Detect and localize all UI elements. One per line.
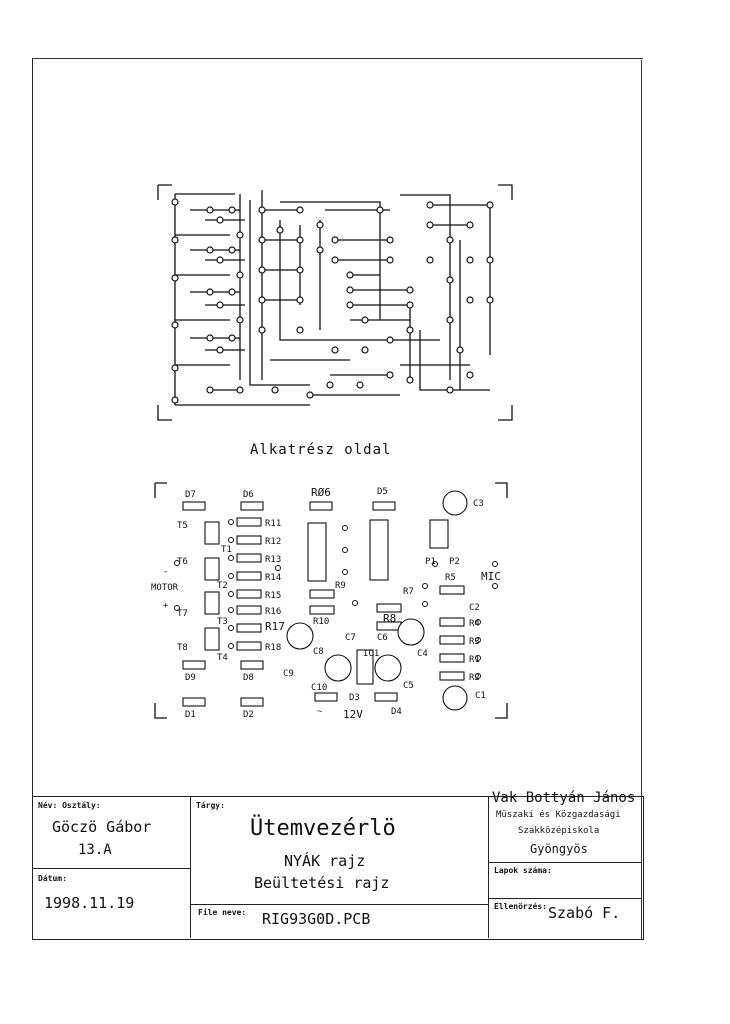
label-tilde: ~ <box>317 707 323 717</box>
label-d1: D1 <box>185 710 196 720</box>
label-t6: T6 <box>177 557 188 567</box>
drawing-date: 1998.11.19 <box>44 894 135 912</box>
drawing-subject: Ütemvezérlö <box>250 816 396 841</box>
label-mic: MIC <box>481 570 501 583</box>
label-plus: + <box>163 601 169 611</box>
label-c6: C6 <box>377 633 388 643</box>
title-block-divider-2 <box>488 796 489 938</box>
label-t3: T3 <box>217 617 228 627</box>
label-c2: C2 <box>469 603 480 613</box>
label-t1: T1 <box>221 545 232 555</box>
pcb-copper-drawing <box>150 180 520 425</box>
label-ic1: IC1 <box>363 649 380 659</box>
label-c5: C5 <box>403 681 414 691</box>
label-c3: C3 <box>473 499 484 509</box>
checker-label: Ellenörzés: <box>494 902 547 911</box>
label-r17: R17 <box>265 620 285 633</box>
label-r14: R14 <box>265 573 282 583</box>
label-d9: D9 <box>185 673 196 683</box>
label-c9: C9 <box>283 669 294 679</box>
title-block-divider-3 <box>32 868 190 869</box>
author-class: 13.A <box>78 842 112 858</box>
title-block-divider-6 <box>488 898 642 899</box>
title-block-divider-5 <box>488 862 642 863</box>
title-block-divider-4 <box>190 904 488 905</box>
label-t7: T7 <box>177 609 188 619</box>
label-p2: P2 <box>449 557 460 567</box>
label-c10: C10 <box>311 683 328 693</box>
checker-name: Szabó F. <box>548 904 621 922</box>
label-r13: R13 <box>265 555 282 565</box>
sheet-count-label: Lapok száma: <box>494 866 552 875</box>
label-d5: D5 <box>377 487 388 497</box>
label-d7: D7 <box>185 490 196 500</box>
label-minus: - <box>163 567 169 577</box>
label-r18: R18 <box>265 643 282 653</box>
label-c7: C7 <box>345 633 356 643</box>
label-d4: D4 <box>391 707 402 717</box>
label-r2: R2 <box>469 673 480 683</box>
label-r15: R15 <box>265 591 282 601</box>
top-drawing-caption: Alkatrész oldal <box>250 442 392 458</box>
label-r10: R10 <box>313 617 330 627</box>
label-r16: R16 <box>265 607 282 617</box>
subject-label: Tárgy: <box>196 801 225 810</box>
label-d8: D8 <box>243 673 254 683</box>
label-r06: RØ6 <box>311 486 331 499</box>
label-r12: R12 <box>265 537 282 547</box>
label-r9: R9 <box>335 581 346 591</box>
label-d6: D6 <box>243 490 254 500</box>
date-label: Dátum: <box>38 874 67 883</box>
drawing-desc-2: Beültetési rajz <box>254 874 390 892</box>
file-name: RIG93G0D.PCB <box>262 910 371 928</box>
school-name-2: Müszaki és Közgazdasági <box>496 810 621 820</box>
label-r11: R11 <box>265 519 282 529</box>
title-block-divider-1 <box>190 796 191 938</box>
label-c1: C1 <box>475 691 486 701</box>
file-label: File neve: <box>198 908 247 917</box>
drawing-desc-1: NYÁK rajz <box>284 852 366 870</box>
label-r1: R1 <box>469 655 480 665</box>
label-r5: R5 <box>445 573 456 583</box>
label-t8: T8 <box>177 643 188 653</box>
label-c4: C4 <box>417 649 428 659</box>
label-r4: R4 <box>469 619 480 629</box>
label-c8: C8 <box>313 647 324 657</box>
label-motor: MOTOR <box>151 583 179 593</box>
school-name-1: Vak Bottyán János <box>492 790 636 806</box>
author-name: Göczö Gábor <box>52 818 152 836</box>
label-r8: R8 <box>383 612 397 625</box>
label-t4: T4 <box>217 653 228 663</box>
label-p1: P1 <box>425 557 436 567</box>
school-name-3: Szakközépiskola <box>518 826 600 836</box>
label-12v: 12V <box>343 708 363 721</box>
label-r3: R3 <box>469 637 480 647</box>
label-d2: D2 <box>243 710 254 720</box>
name-class-label: Név: Osztály: <box>38 801 101 810</box>
label-t5: T5 <box>177 521 188 531</box>
school-city: Gyöngyös <box>530 842 588 856</box>
label-r7: R7 <box>403 587 414 597</box>
label-t2: T2 <box>217 581 228 591</box>
label-d3: D3 <box>349 693 360 703</box>
component-placement-drawing <box>145 478 520 723</box>
